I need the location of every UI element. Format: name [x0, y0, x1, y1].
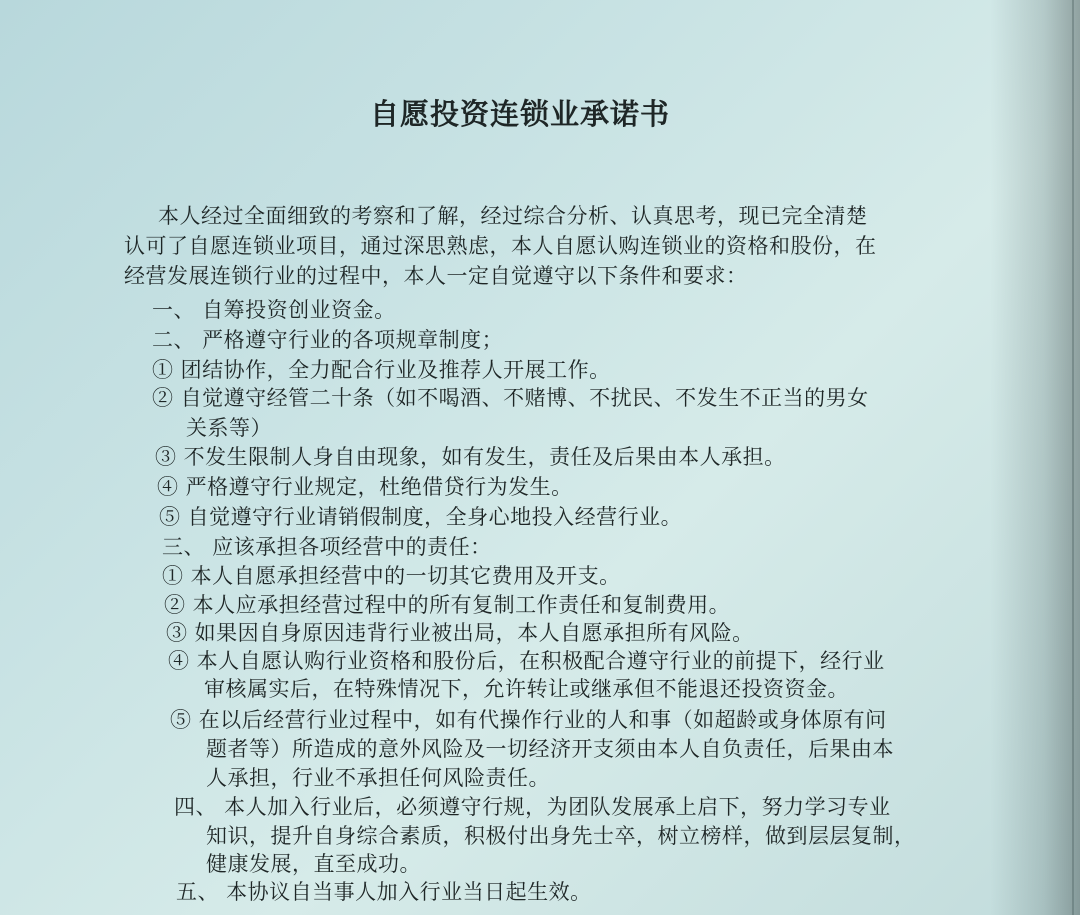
clause-2: 二、 严格遵守行业的各项规章制度；	[152, 328, 504, 352]
clause-1: 一、 自筹投资创业资金。	[152, 298, 396, 322]
clause-4-cont-1: 知识，提升自身综合素质，积极付出身先士卒，树立榜样，做到层层复制，	[206, 824, 916, 848]
clause-3-item-2: ② 本人应承担经营过程中的所有复制工作责任和复制费用。	[164, 593, 731, 617]
clause-3-item-3: ③ 如果因自身原因违背行业被出局，本人自愿承担所有风险。	[166, 621, 754, 645]
paper-edge	[1072, 0, 1074, 915]
clause-3: 三、 应该承担各项经营中的责任：	[162, 535, 492, 559]
clause-4: 四、 本人加入行业后，必须遵守行规，为团队发展承上启下，努力学习专业	[174, 795, 891, 819]
clause-2-item-2: ② 自觉遵守经管二十条（如不喝酒、不赌博、不扰民、不发生不正当的男女	[152, 386, 869, 410]
document-title: 自愿投资连锁业承诺书	[369, 97, 670, 131]
intro-line-2: 认可了自愿连锁业项目，通过深思熟虑，本人自愿认购连锁业的资格和股份，在	[124, 234, 877, 258]
clause-3-item-5-cont-1: 题者等）所造成的意外风险及一切经济开支须由本人自负责任，后果由本	[206, 737, 894, 761]
paper-shadow	[990, 0, 1080, 915]
clause-3-item-4-cont: 审核属实后，在特殊情况下，允许转让或继承但不能退还投资资金。	[204, 677, 849, 701]
clause-4-cont-2: 健康发展，直至成功。	[206, 852, 421, 876]
clause-2-item-5: ⑤ 自觉遵守行业请销假制度，全身心地投入经营行业。	[159, 505, 683, 529]
clause-2-item-1: ① 团结协作，全力配合行业及推荐人开展工作。	[152, 358, 611, 382]
clause-2-item-3: ③ 不发生限制人身自由现象，如有发生，责任及后果由本人承担。	[155, 445, 786, 469]
clause-3-item-5: ⑤ 在以后经营行业过程中，如有代操作行业的人和事（如超龄或身体原有问	[170, 708, 887, 732]
intro-line-3: 经营发展连锁行业的过程中，本人一定自觉遵守以下条件和要求：	[124, 264, 748, 288]
clause-2-item-4: ④ 严格遵守行业规定，杜绝借贷行为发生。	[157, 475, 573, 499]
clause-3-item-5-cont-2: 人承担，行业不承担任何风险责任。	[206, 766, 550, 790]
clause-5: 五、 本协议自当事人加入行业当日起生效。	[176, 880, 592, 904]
clause-2-item-2-cont: 关系等）	[186, 416, 272, 440]
clause-3-item-1: ① 本人自愿承担经营中的一切其它费用及开支。	[162, 564, 621, 588]
intro-line-1: 本人经过全面细致的考察和了解，经过综合分析、认真思考，现已完全清楚	[158, 204, 868, 228]
clause-3-item-4: ④ 本人自愿认购行业资格和股份后，在积极配合遵守行业的前提下，经行业	[168, 649, 885, 673]
